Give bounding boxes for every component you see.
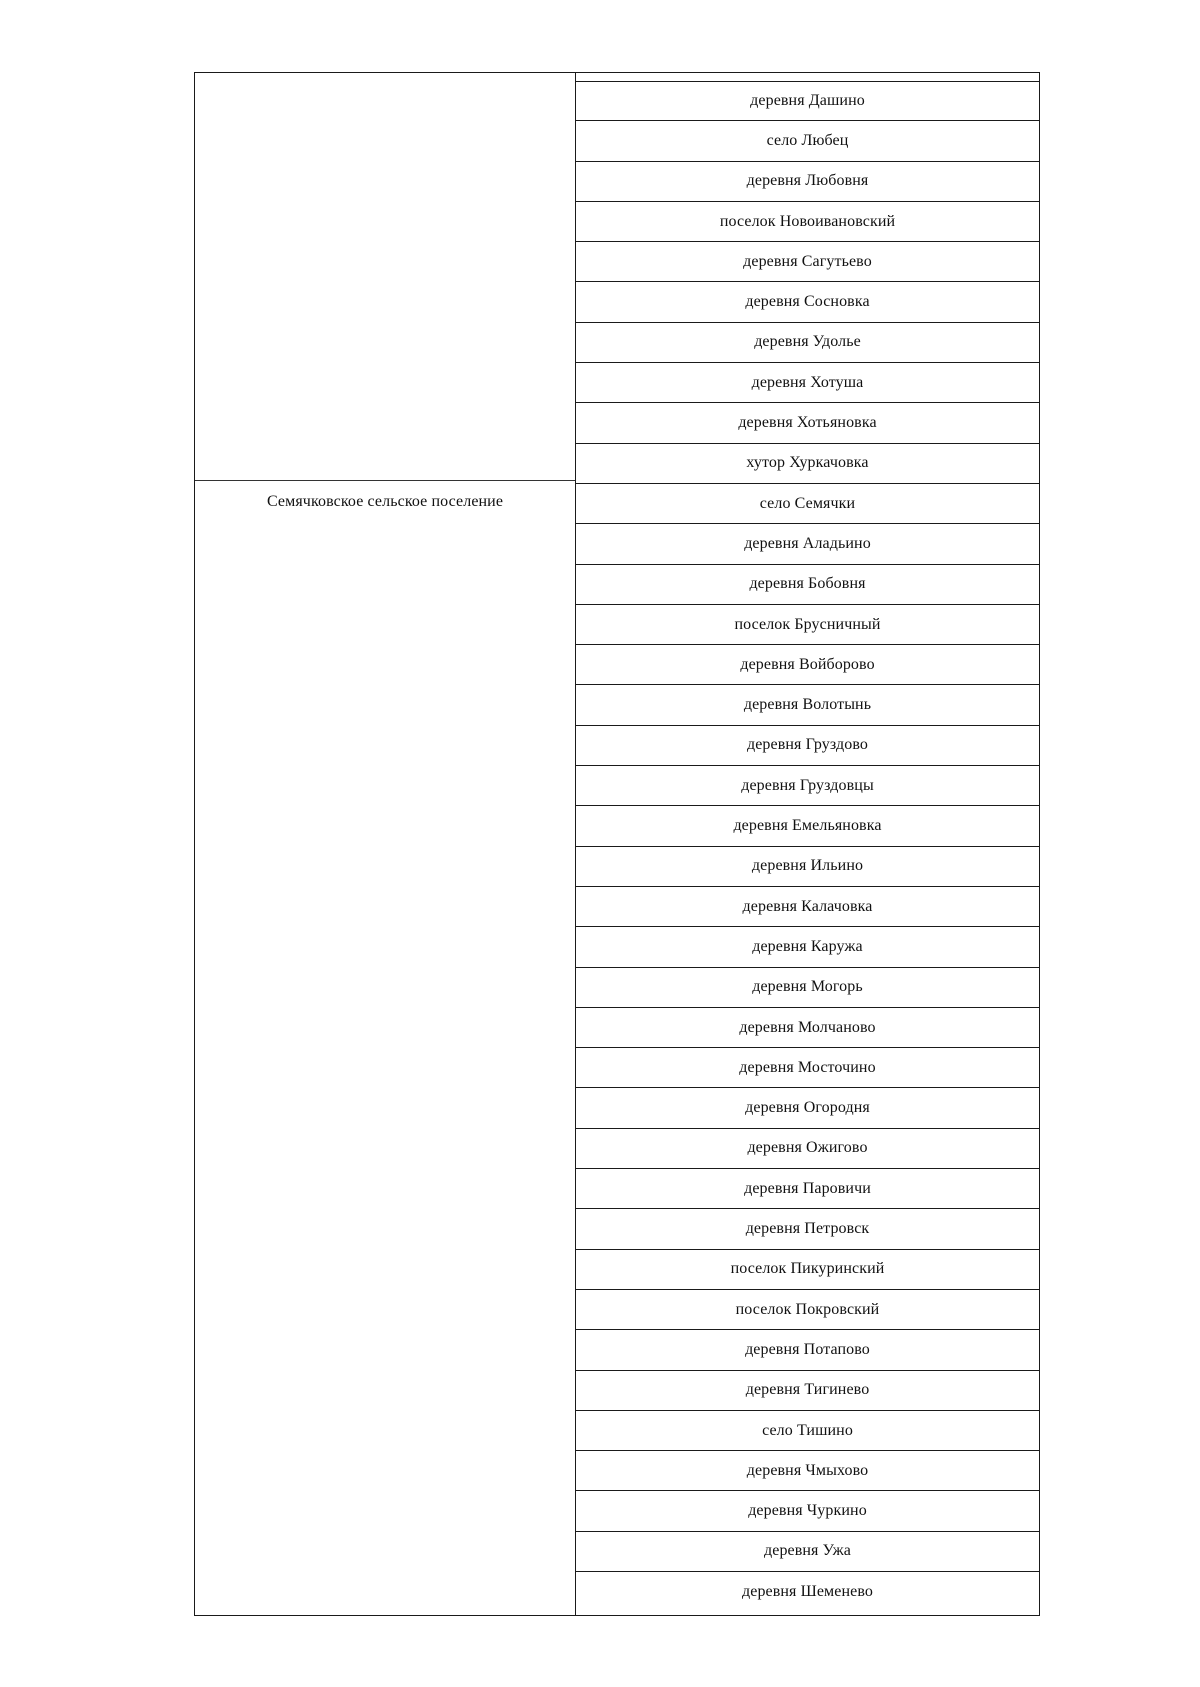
locality-name: деревня Удолье (754, 333, 861, 351)
locality-row (576, 686, 1039, 726)
settlement-cell-upper (195, 73, 575, 481)
locality-row (576, 1532, 1039, 1572)
locality-row (576, 1492, 1039, 1532)
locality-name: деревня Сосновка (745, 293, 870, 311)
locality-row (576, 605, 1039, 645)
locality-row (576, 766, 1039, 806)
locality-row (576, 202, 1039, 242)
locality-row (576, 323, 1039, 363)
locality-name: хутор Хуркачовка (746, 454, 869, 472)
locality-name: поселок Новоивановский (719, 212, 896, 230)
locality-name: деревня Груздовцы (741, 776, 874, 794)
locality-name: деревня Тигинево (745, 1381, 870, 1399)
settlement-column (195, 73, 576, 1615)
locality-name: деревня Ожигово (747, 1139, 868, 1157)
locality-row (576, 1008, 1039, 1048)
locality-row (576, 162, 1039, 202)
locality-name: деревня Петровск (745, 1220, 870, 1238)
locality-row (576, 283, 1039, 323)
settlement-cell-semyachkovskoe (195, 481, 575, 1615)
locality-name: деревня Могорь (752, 978, 863, 996)
locality-row (576, 1451, 1039, 1491)
locality-name: деревня Дашино (750, 92, 865, 110)
locality-name: деревня Огородня (745, 1099, 870, 1117)
locality-name: деревня Мосточино (739, 1058, 876, 1076)
locality-row (576, 806, 1039, 846)
locality-row (576, 927, 1039, 967)
locality-row (576, 1169, 1039, 1209)
locality-row (576, 242, 1039, 282)
locality-row (576, 847, 1039, 887)
locality-column (576, 81, 1039, 1615)
locality-row (576, 565, 1039, 605)
locality-row (576, 726, 1039, 766)
locality-name: деревня Емельяновка (733, 817, 882, 835)
locality-name: поселок Брусничный (734, 615, 881, 633)
locality-name: деревня Потапово (745, 1340, 870, 1358)
locality-name: деревня Ильино (751, 857, 864, 875)
locality-row (576, 968, 1039, 1008)
locality-row (576, 645, 1039, 685)
locality-row (576, 887, 1039, 927)
locality-name: деревня Волотынь (743, 696, 872, 714)
locality-row (576, 1330, 1039, 1370)
locality-name: деревня Хотьяновка (738, 414, 877, 432)
locality-name: деревня Калачовка (742, 897, 873, 915)
locality-name: деревня Каружа (752, 937, 863, 955)
locality-row (576, 1572, 1039, 1612)
locality-row (576, 1371, 1039, 1411)
locality-name: деревня Груздово (746, 736, 869, 754)
locality-row (576, 1048, 1039, 1088)
locality-name: деревня Паровичи (744, 1179, 871, 1197)
locality-name: деревня Шеменево (742, 1583, 873, 1601)
locality-name: деревня Любовня (746, 172, 869, 190)
locality-name: деревня Бобовня (749, 575, 866, 593)
settlement-name: Семячковское сельское поселение (266, 493, 504, 510)
locality-name: село Любец (766, 131, 849, 149)
locality-name: деревня Молчаново (739, 1018, 876, 1036)
locality-row (576, 403, 1039, 443)
locality-name: деревня Сагутьево (743, 252, 872, 270)
locality-name: поселок Покровский (735, 1300, 880, 1318)
locality-row (576, 1411, 1039, 1451)
locality-name: деревня Чмыхово (746, 1461, 869, 1479)
locality-row (576, 1089, 1039, 1129)
locality-name: поселок Пикуринский (730, 1260, 885, 1278)
locality-row (576, 1209, 1039, 1249)
locality-row (576, 121, 1039, 161)
locality-name: деревня Войборово (740, 655, 875, 673)
locality-row (576, 1129, 1039, 1169)
locality-name: деревня Ужа (764, 1542, 851, 1560)
locality-row (576, 363, 1039, 403)
locality-row (576, 484, 1039, 524)
locality-name: деревня Хотуша (751, 373, 864, 391)
locality-name: деревня Чуркино (748, 1502, 867, 1520)
locality-row (576, 1250, 1039, 1290)
locality-name: деревня Аладьино (744, 534, 871, 552)
locality-name: село Семячки (759, 494, 856, 512)
locality-row (576, 524, 1039, 564)
settlements-table (194, 72, 1040, 1616)
locality-row (576, 1290, 1039, 1330)
locality-name: село Тишино (762, 1421, 853, 1439)
locality-row (576, 81, 1039, 121)
locality-row (576, 444, 1039, 484)
